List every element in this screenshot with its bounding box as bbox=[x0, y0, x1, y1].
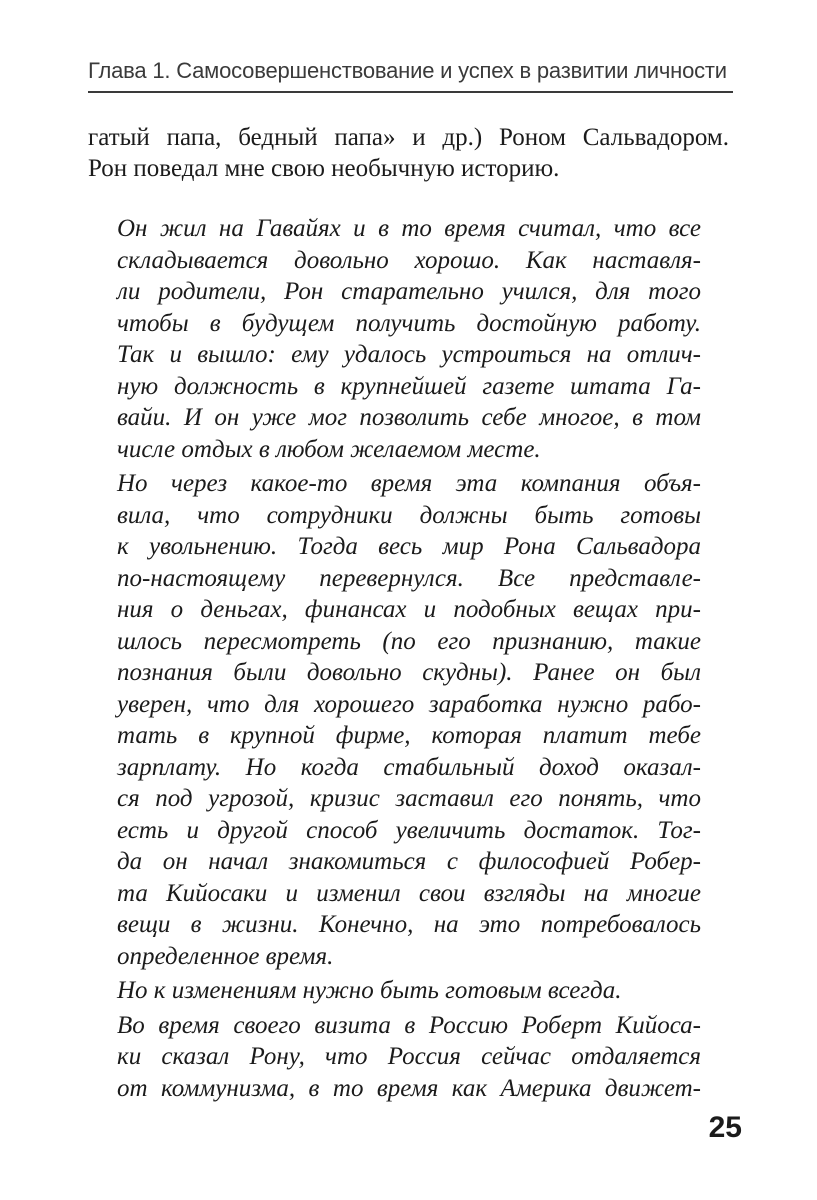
quote-block bbox=[117, 213, 701, 1107]
text-line: та Кийосаки и изменил свои взгляды на многие bbox=[117, 879, 701, 907]
text-line: по-настоящему перевернулся. Все представле- bbox=[117, 564, 701, 592]
header-rule bbox=[88, 91, 733, 93]
text-line: шлось пересмотреть (по его признанию, такие bbox=[117, 627, 701, 655]
text-line: определенное время. bbox=[117, 942, 334, 970]
text-line: гатый папа, бедный папа» и др.) Роном Сальвадором. bbox=[88, 124, 729, 151]
text-line: уверен, что для хорошего заработка нужно рабо- bbox=[117, 690, 701, 718]
text-line: ную должность в крупнейшей газете штата Га- bbox=[117, 372, 701, 400]
text-line: складывается довольно хорошо. Как наставля- bbox=[117, 246, 701, 274]
text-line: да он начал знакомиться с философией Робер- bbox=[117, 848, 701, 875]
text-line: тать в крупной фирме, которая платит тебе bbox=[117, 722, 701, 749]
running-head: Глава 1. Самосовершенствование и успех в развитии личности bbox=[88, 58, 727, 83]
text-line: ния о деньгах, финансах и подобных вещах при- bbox=[117, 596, 701, 623]
quote-paragraph bbox=[117, 975, 701, 1007]
text-line: вайи. И он уже мог позволить себе многое, в том bbox=[117, 404, 701, 431]
text-line: ки сказал Рону, что Россия сейчас отдаляется bbox=[117, 1043, 701, 1070]
page-number: 25 bbox=[708, 1111, 742, 1144]
quote-paragraph bbox=[117, 213, 701, 465]
text-line: числе отдых в любом желаемом месте. bbox=[117, 435, 541, 463]
text-line: чтобы в будущем получить достойную работу. bbox=[117, 309, 701, 337]
text-line: есть и другой способ увеличить достаток. Тог- bbox=[117, 816, 701, 844]
text-line: ли родители, Рон старательно учился, для того bbox=[117, 278, 701, 305]
text-line: Во время своего визита в Россию Роберт Кийоса- bbox=[117, 1011, 701, 1039]
text-line: Но через какое-то время эта компания объя- bbox=[117, 470, 701, 497]
text-line: вила, что сотрудники должны быть готовы bbox=[117, 501, 701, 529]
text-line: ся под угрозой, кризис заставил его понять, что bbox=[117, 785, 701, 812]
text-line: познания были довольно скудны). Ранее он был bbox=[117, 659, 701, 686]
text-line: вещи в жизни. Конечно, на это потребовалось bbox=[117, 911, 701, 938]
text-line: Он жил на Гавайях и в то время считал, что все bbox=[117, 215, 701, 242]
text-line: зарплату. Но когда стабильный доход оказал- bbox=[117, 753, 701, 781]
text-line: Так и вышло: ему удалось устроиться на отлич- bbox=[117, 341, 701, 368]
quote-paragraph bbox=[117, 1010, 701, 1105]
body-paragraph bbox=[88, 122, 729, 184]
text-line: к увольнению. Тогда весь мир Рона Сальвадора bbox=[117, 533, 701, 560]
quote-paragraph bbox=[117, 468, 701, 972]
text-line: Рон поведал мне свою необычную историю. bbox=[88, 155, 560, 182]
text-line: Но к изменениям нужно быть готовым всегда. bbox=[117, 977, 622, 1004]
text-line: от коммунизма, в то время как Америка движет- bbox=[117, 1074, 701, 1102]
